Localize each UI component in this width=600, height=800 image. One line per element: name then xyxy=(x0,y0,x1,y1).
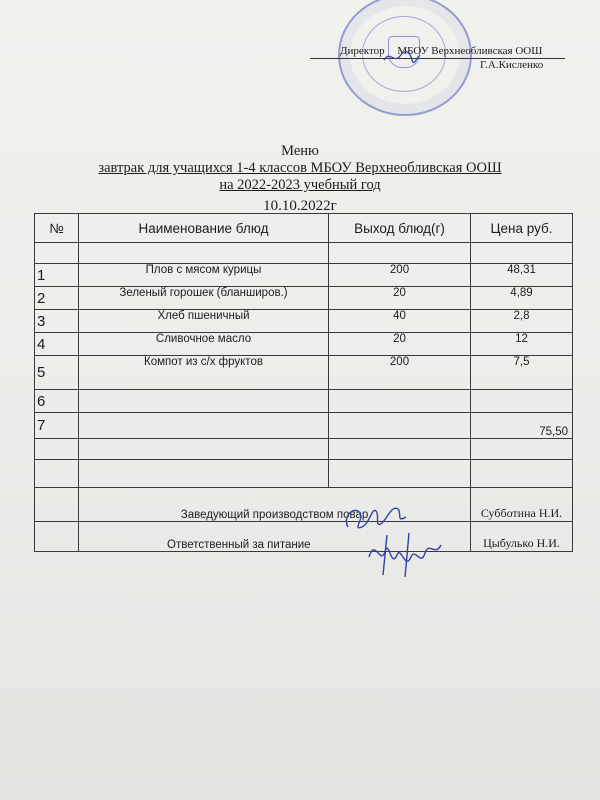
director-signature xyxy=(382,48,422,66)
table-row xyxy=(35,264,573,287)
row-number: 2 xyxy=(35,287,79,310)
table-header-row xyxy=(35,214,573,243)
dish-price: 7,5 xyxy=(471,356,573,390)
table-row xyxy=(35,333,573,356)
table-cell xyxy=(471,439,573,460)
dish-name: Зеленый горошек (бланширов.) xyxy=(79,287,329,310)
dish-name: Компот из с/х фруктов xyxy=(79,356,329,390)
dish-name: Сливочное масло xyxy=(79,333,329,356)
table-row xyxy=(35,390,573,413)
signature-row-chef xyxy=(35,488,573,522)
approval-line xyxy=(340,44,552,58)
dish-name xyxy=(79,413,329,439)
dish-price: 2,8 xyxy=(471,310,573,333)
col-number-header: № xyxy=(35,214,79,243)
row-number: 6 xyxy=(35,390,79,413)
table-cell xyxy=(329,243,471,264)
table-row-blank xyxy=(35,439,573,460)
approval-block xyxy=(340,44,552,71)
menu-table xyxy=(34,213,572,552)
table-row xyxy=(35,413,573,439)
person-name: Субботина Н.И. xyxy=(471,488,573,522)
dish-price: 48,31 xyxy=(471,264,573,287)
signature-row-responsible xyxy=(35,522,573,552)
col-price-header: Цена руб. xyxy=(471,214,573,243)
table-cell xyxy=(79,439,329,460)
row-number: 4 xyxy=(35,333,79,356)
total-price: 75,50 xyxy=(471,413,573,439)
table-cell xyxy=(35,243,79,264)
school-year: на 2022-2023 учебный год xyxy=(219,177,381,193)
row-number: 7 xyxy=(35,413,79,439)
person-name: Цыбулько Н.И. xyxy=(471,522,573,552)
role-label: Ответственный за питание xyxy=(79,522,471,552)
menu-date: 10.10.2022г xyxy=(263,198,337,214)
dish-yield xyxy=(329,390,471,413)
col-yield-header: Выход блюд(г) xyxy=(329,214,471,243)
dish-yield: 40 xyxy=(329,310,471,333)
dish-name: Хлеб пшеничный xyxy=(79,310,329,333)
table-cell xyxy=(79,460,329,488)
menu-subtitle: завтрак для учащихся 1-4 классов МБОУ Верхнеобливская ООШ xyxy=(98,160,502,176)
row-number: 5 xyxy=(35,356,79,390)
table-cell xyxy=(35,522,79,552)
table-cell xyxy=(471,243,573,264)
dish-name xyxy=(79,390,329,413)
dish-yield: 200 xyxy=(329,264,471,287)
table-row xyxy=(35,356,573,390)
table-cell xyxy=(79,243,329,264)
table-cell xyxy=(35,488,79,522)
col-dish-header: Наименование блюд xyxy=(79,214,329,243)
role-label: Заведующий производством повар xyxy=(79,488,471,522)
menu-title: Меню xyxy=(281,143,319,159)
director-label: Директор xyxy=(340,45,385,57)
director-name: Г.А.Кисленко xyxy=(480,59,544,71)
dish-yield: 20 xyxy=(329,287,471,310)
dish-yield xyxy=(329,413,471,439)
table-row-blank xyxy=(35,243,573,264)
row-number: 1 xyxy=(35,264,79,287)
table-cell xyxy=(471,460,573,488)
row-number: 3 xyxy=(35,310,79,333)
table-cell xyxy=(35,439,79,460)
table-row-blank xyxy=(35,460,573,488)
table-row xyxy=(35,310,573,333)
dish-price xyxy=(471,390,573,413)
dish-price: 12 xyxy=(471,333,573,356)
dish-yield: 200 xyxy=(329,356,471,390)
table-cell xyxy=(329,439,471,460)
dish-yield: 20 xyxy=(329,333,471,356)
dish-name: Плов с мясом курицы xyxy=(79,264,329,287)
table-cell xyxy=(35,460,79,488)
dish-price: 4,89 xyxy=(471,287,573,310)
school-name: МБОУ Верхнеобливская ООШ xyxy=(397,45,543,57)
responsible-signature xyxy=(365,527,445,579)
table-row xyxy=(35,287,573,310)
table-cell xyxy=(329,460,471,488)
